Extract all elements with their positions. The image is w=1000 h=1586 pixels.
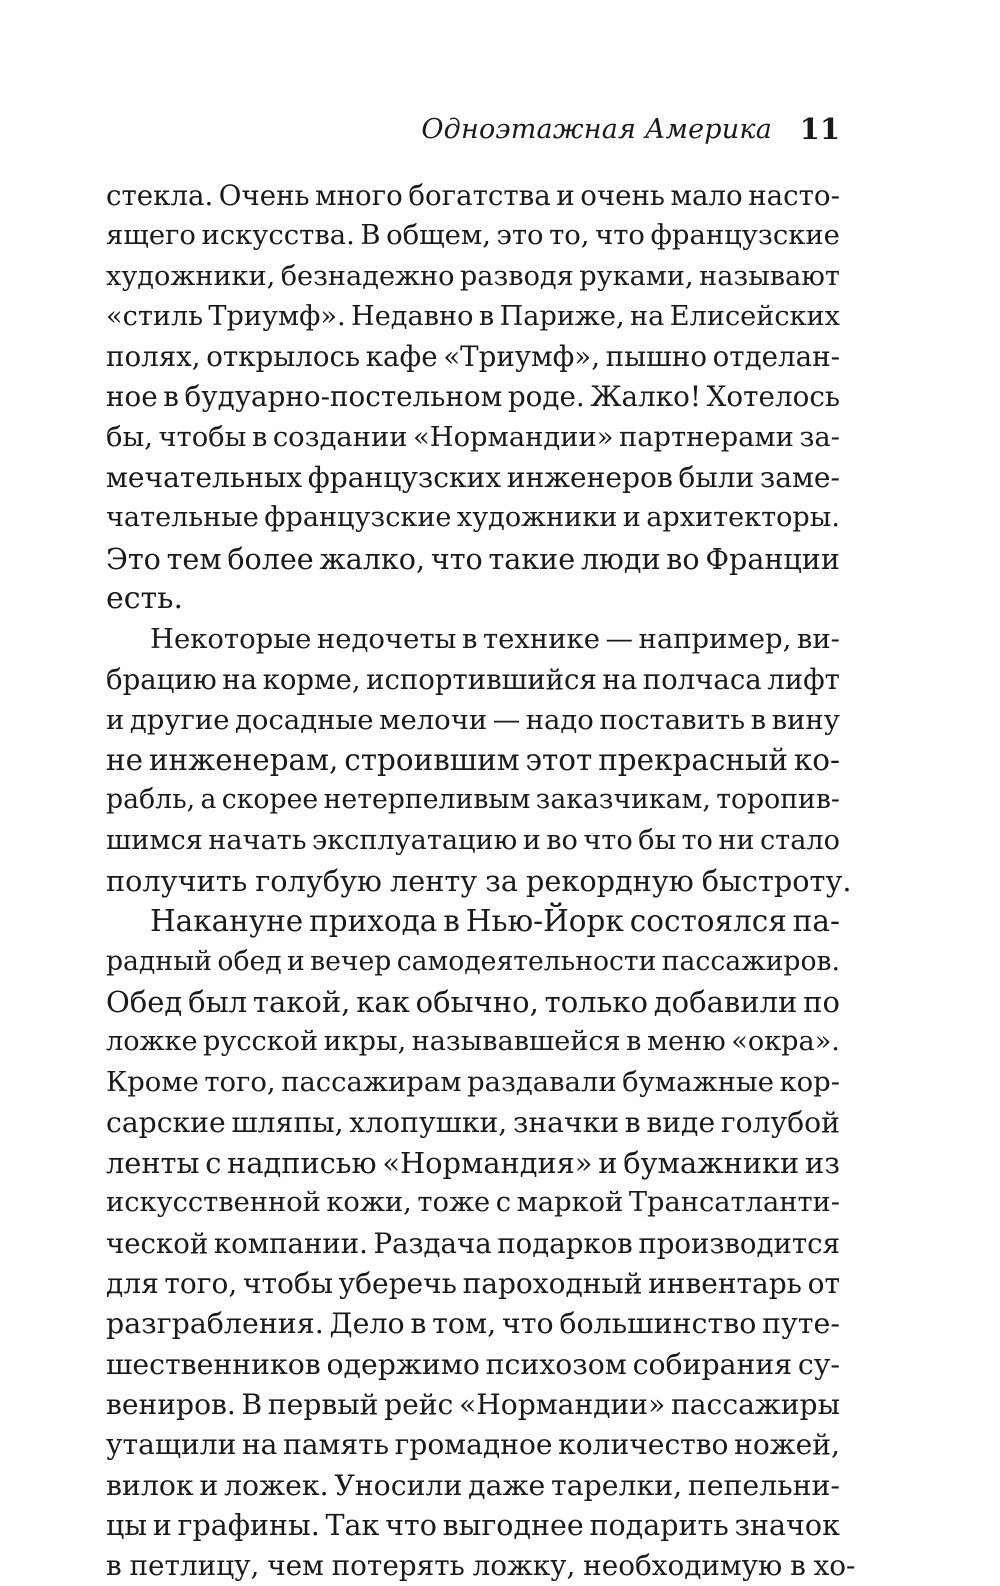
word: и	[522, 824, 541, 856]
word: на	[241, 1428, 278, 1462]
word: Обед	[106, 984, 183, 1019]
word: нетерпеливым	[323, 784, 531, 816]
word: полях,	[106, 340, 201, 374]
word: и	[152, 1508, 172, 1542]
word: руками,	[579, 260, 694, 292]
word: Так	[325, 1508, 380, 1542]
word: Уносили	[334, 1468, 463, 1502]
word: и	[556, 179, 575, 212]
word: рейс	[384, 1387, 454, 1421]
word: кор-	[779, 1066, 840, 1098]
text-line	[106, 619, 840, 659]
word: в	[478, 300, 495, 332]
page-number: 11	[799, 112, 840, 146]
word: прекрасный	[598, 743, 789, 778]
word: обед	[217, 945, 282, 977]
text-line	[106, 1103, 840, 1143]
word: ви-	[796, 623, 840, 656]
word: в	[251, 421, 268, 453]
text-line	[106, 740, 840, 780]
word: радный	[106, 945, 213, 977]
word: Дело	[329, 1307, 405, 1341]
word: кожи,	[326, 1187, 412, 1219]
word: что	[385, 1508, 437, 1542]
word: отделан-	[712, 340, 840, 374]
word: будуарно-постельном	[184, 380, 503, 414]
word: Кроме	[106, 1066, 199, 1098]
word: Париже,	[499, 300, 625, 332]
text-line	[106, 660, 840, 700]
word: ни	[718, 824, 755, 856]
text-line	[106, 1385, 840, 1425]
word: Триумф».	[208, 300, 346, 332]
word: в	[410, 1307, 427, 1341]
word: открылось	[206, 340, 361, 374]
word: обычно,	[415, 984, 539, 1019]
word: В	[241, 1387, 263, 1421]
word: был	[188, 984, 248, 1019]
word: скорее	[221, 784, 319, 816]
word: в	[790, 1549, 806, 1583]
word: на	[602, 662, 638, 696]
word: что	[595, 220, 645, 252]
text-line	[106, 780, 840, 820]
text-line	[106, 1345, 840, 1385]
word: в	[750, 703, 767, 736]
word: Хотелось	[706, 380, 840, 414]
word: самодеятельности	[396, 945, 657, 977]
word: для	[106, 1267, 159, 1301]
word: называвшейся	[411, 1026, 621, 1058]
word: ческой	[106, 1226, 209, 1260]
word: бы	[638, 824, 677, 856]
word: ное	[106, 380, 158, 414]
word: вилок	[106, 1468, 194, 1502]
word: шимся	[106, 824, 203, 856]
word: художники,	[106, 260, 276, 292]
text-line	[106, 579, 840, 619]
text-line	[106, 1466, 840, 1506]
word: создании	[272, 421, 408, 453]
text-line	[106, 539, 840, 579]
word: надо	[525, 703, 594, 736]
word: Недавно	[351, 300, 474, 332]
word: количество	[558, 1428, 729, 1462]
word: а	[200, 784, 217, 816]
word: чательные	[106, 502, 259, 534]
word: за	[485, 864, 518, 899]
word: графины.	[177, 1508, 320, 1542]
word: из	[805, 1146, 840, 1181]
word: того,	[204, 1066, 276, 1098]
word: мечательных	[106, 461, 303, 495]
word: петлицу,	[129, 1549, 260, 1583]
word: тоже	[417, 1187, 491, 1219]
word: инвентарь	[648, 1267, 802, 1301]
word: инженерам,	[148, 743, 339, 778]
word: меню	[646, 1026, 726, 1058]
word: пепельни-	[687, 1468, 840, 1502]
word: ложек.	[223, 1468, 329, 1502]
text-line	[106, 861, 852, 901]
word: ленты	[106, 1146, 200, 1181]
word: и	[199, 1468, 219, 1502]
text-line	[106, 700, 840, 740]
word: пароходный	[462, 1267, 643, 1301]
word: партнерами	[618, 421, 794, 453]
word: том,	[432, 1307, 497, 1341]
text-line	[106, 982, 840, 1022]
word: лифт	[767, 662, 840, 696]
word: и	[622, 502, 641, 534]
word: ко-	[793, 743, 840, 778]
text-line	[106, 942, 840, 982]
word: одержимо	[326, 1347, 480, 1381]
word: жалко,	[319, 541, 426, 576]
word: добавили	[653, 984, 798, 1019]
word: сарские	[106, 1105, 226, 1139]
word: например,	[638, 623, 792, 656]
word: «Триумф»,	[443, 340, 601, 374]
word: уберечь	[338, 1267, 457, 1301]
running-header	[106, 112, 840, 156]
word: па-	[792, 904, 840, 939]
word: в	[106, 1549, 122, 1583]
word: по	[803, 984, 840, 1019]
word: Трансатланти-	[628, 1187, 840, 1219]
word: в	[163, 380, 179, 414]
word: вину	[771, 703, 840, 736]
word: «Нормандии»	[459, 1387, 666, 1421]
word: голубой	[720, 1105, 840, 1139]
word: этот	[525, 743, 593, 778]
text-line	[106, 216, 840, 256]
word: люди	[580, 541, 661, 576]
text-line	[106, 1022, 840, 1062]
text-line	[106, 1506, 840, 1546]
word: раздавали	[467, 1066, 617, 1098]
word: архитекторы.	[646, 502, 840, 534]
word: недочеты	[316, 623, 457, 656]
word: путе-	[762, 1307, 840, 1341]
word: прихода	[309, 904, 438, 939]
word: Накануне	[150, 904, 304, 939]
text-line	[106, 297, 840, 337]
word: технике	[482, 623, 600, 656]
word: насто-	[748, 179, 840, 212]
word: память	[283, 1428, 390, 1462]
word: называют	[699, 260, 840, 292]
word: общем,	[386, 220, 491, 252]
word: стекла.	[106, 179, 214, 212]
word: пассажирам	[281, 1066, 462, 1098]
word: кафе	[365, 340, 438, 374]
word: большинство	[559, 1307, 757, 1341]
word: компании.	[213, 1226, 368, 1260]
word: в	[443, 904, 460, 939]
word: рекордную	[526, 864, 694, 899]
word: как	[356, 984, 410, 1019]
word: Елисейских	[669, 300, 840, 332]
word: вечер	[310, 945, 392, 977]
word: это	[496, 220, 544, 252]
word: на	[630, 300, 665, 332]
word: поставить	[599, 703, 746, 736]
word: на	[222, 662, 258, 696]
word: шественников	[106, 1347, 321, 1381]
word: виде	[646, 1105, 716, 1139]
text-line	[106, 1063, 840, 1103]
word: более	[227, 541, 314, 576]
word: от	[807, 1267, 840, 1301]
word: за-	[799, 421, 840, 453]
word: и	[287, 945, 305, 977]
word: чтобы	[242, 1267, 334, 1301]
word: Некоторые	[150, 623, 312, 656]
word: «стиль	[106, 300, 203, 332]
word: роде.	[507, 380, 585, 414]
word: «Нормандия»	[382, 1146, 593, 1181]
word: Нью-Йорк	[465, 904, 624, 939]
word: много	[315, 179, 403, 212]
word: и	[106, 703, 125, 736]
word: того,	[164, 1267, 238, 1301]
word: подарить	[589, 1508, 729, 1542]
word: разграбления.	[106, 1307, 324, 1341]
word: су-	[797, 1347, 840, 1381]
word: безнадежно	[280, 260, 455, 292]
word: инженеров	[506, 461, 673, 495]
word: во	[546, 824, 578, 856]
text-line	[106, 418, 840, 458]
word: голубую	[255, 864, 382, 899]
word: русской	[203, 1026, 319, 1058]
word: тем	[166, 541, 222, 576]
word: ложку,	[472, 1549, 576, 1583]
word: производится	[638, 1226, 840, 1260]
word: надписью	[227, 1146, 377, 1181]
word: —	[492, 703, 521, 736]
word: Очень	[218, 179, 310, 212]
word: ложке	[106, 1026, 198, 1058]
word: брацию	[106, 662, 217, 696]
word: во	[666, 541, 700, 576]
word: были	[678, 461, 755, 495]
word: икры,	[323, 1026, 407, 1058]
word: полчаса	[642, 662, 762, 696]
word: значки	[512, 1105, 620, 1139]
word: разводя	[459, 260, 574, 292]
word: торопив-	[716, 784, 840, 816]
word: такой,	[252, 984, 351, 1019]
word: пассажиров.	[661, 945, 840, 977]
word: не	[106, 743, 144, 778]
body-text	[106, 176, 856, 1586]
word: «Нормандии»	[412, 421, 614, 453]
word: очень	[580, 179, 665, 212]
text-line	[106, 176, 840, 216]
word: эксплуатацию	[311, 824, 518, 856]
word: ленту	[389, 864, 478, 899]
word: в	[624, 1105, 641, 1139]
word: досадные	[235, 703, 374, 736]
word: Франции	[705, 541, 840, 576]
word: получить	[106, 864, 248, 899]
text-line	[106, 458, 840, 498]
word: стало	[759, 824, 840, 856]
word: ящего	[106, 220, 196, 252]
word: только	[544, 984, 648, 1019]
word: чем	[267, 1549, 324, 1583]
word: то,	[549, 220, 590, 252]
word: заме-	[759, 461, 840, 495]
word: в	[461, 623, 478, 656]
word: хлопушки,	[349, 1105, 508, 1139]
text-line	[106, 1546, 856, 1586]
word: шляпы,	[231, 1105, 344, 1139]
word: искусства.	[201, 220, 355, 252]
text-line	[106, 1143, 840, 1183]
word: мало	[670, 179, 743, 212]
word: пышно	[605, 340, 707, 374]
word: художники	[456, 502, 618, 534]
word: чтобы	[158, 421, 247, 453]
word: мелочи	[379, 703, 488, 736]
word: что	[430, 541, 483, 576]
word: французских	[307, 461, 502, 495]
word: французские	[650, 220, 840, 252]
word: корме,	[262, 662, 361, 696]
word: другие	[129, 703, 230, 736]
word: психозом	[485, 1347, 627, 1381]
word: пассажиры	[671, 1387, 840, 1421]
word: начать	[208, 824, 307, 856]
text-line	[106, 1304, 840, 1344]
text-line	[106, 1183, 840, 1223]
paragraph	[106, 619, 852, 901]
word: строившим	[344, 743, 520, 778]
word: Раздача	[373, 1226, 492, 1260]
word: даже	[468, 1468, 546, 1502]
word: быстроту.	[701, 864, 852, 899]
word: значок	[734, 1508, 840, 1542]
word: —	[605, 623, 633, 656]
word: то	[681, 824, 713, 856]
word: ножей,	[734, 1428, 840, 1462]
word: «окра».	[731, 1026, 840, 1058]
text-line	[106, 337, 840, 377]
text-line	[106, 498, 840, 538]
word: выгоднее	[442, 1508, 584, 1542]
text-line	[106, 821, 840, 861]
text-line	[106, 1224, 840, 1264]
word: утащили	[106, 1428, 237, 1462]
word: и	[598, 1146, 618, 1181]
word: хо-	[813, 1549, 856, 1583]
word: потерять	[331, 1549, 465, 1583]
word: бы,	[106, 421, 153, 453]
word: с	[205, 1146, 222, 1181]
word: есть.	[106, 580, 184, 616]
word: цы	[106, 1508, 148, 1542]
word: такие	[488, 541, 576, 576]
word: с	[495, 1187, 512, 1219]
word: что	[501, 1307, 554, 1341]
word: заказчикам,	[535, 784, 711, 816]
word: необходимую	[583, 1549, 783, 1583]
word: искусственной	[106, 1187, 321, 1219]
word: французские	[264, 502, 452, 534]
text-line	[106, 901, 840, 941]
word: громадное	[394, 1428, 553, 1462]
word: В	[360, 220, 381, 252]
text-line	[106, 257, 840, 297]
word: маркой	[516, 1187, 624, 1219]
running-title: Одноэтажная Америка	[421, 114, 772, 145]
text-line	[106, 1425, 840, 1465]
paragraph	[106, 176, 840, 619]
word: испортившийся	[366, 662, 597, 696]
word: бумажные	[622, 1066, 774, 1098]
word: в	[626, 1026, 642, 1058]
word: бумажники	[623, 1146, 800, 1181]
word: что	[583, 824, 633, 856]
word: Жалко!	[590, 380, 702, 414]
word: Это	[106, 541, 161, 576]
paragraph	[106, 901, 856, 1586]
word: подарков	[497, 1226, 633, 1260]
word: вениров.	[106, 1387, 236, 1421]
text-line	[106, 1264, 840, 1304]
word: богатства	[408, 179, 551, 212]
word: первый	[267, 1387, 379, 1421]
word: собирания	[632, 1347, 793, 1381]
word: тарелки,	[551, 1468, 683, 1502]
text-line	[106, 377, 840, 417]
word: рабль,	[106, 784, 196, 816]
word: состоялся	[629, 904, 787, 939]
